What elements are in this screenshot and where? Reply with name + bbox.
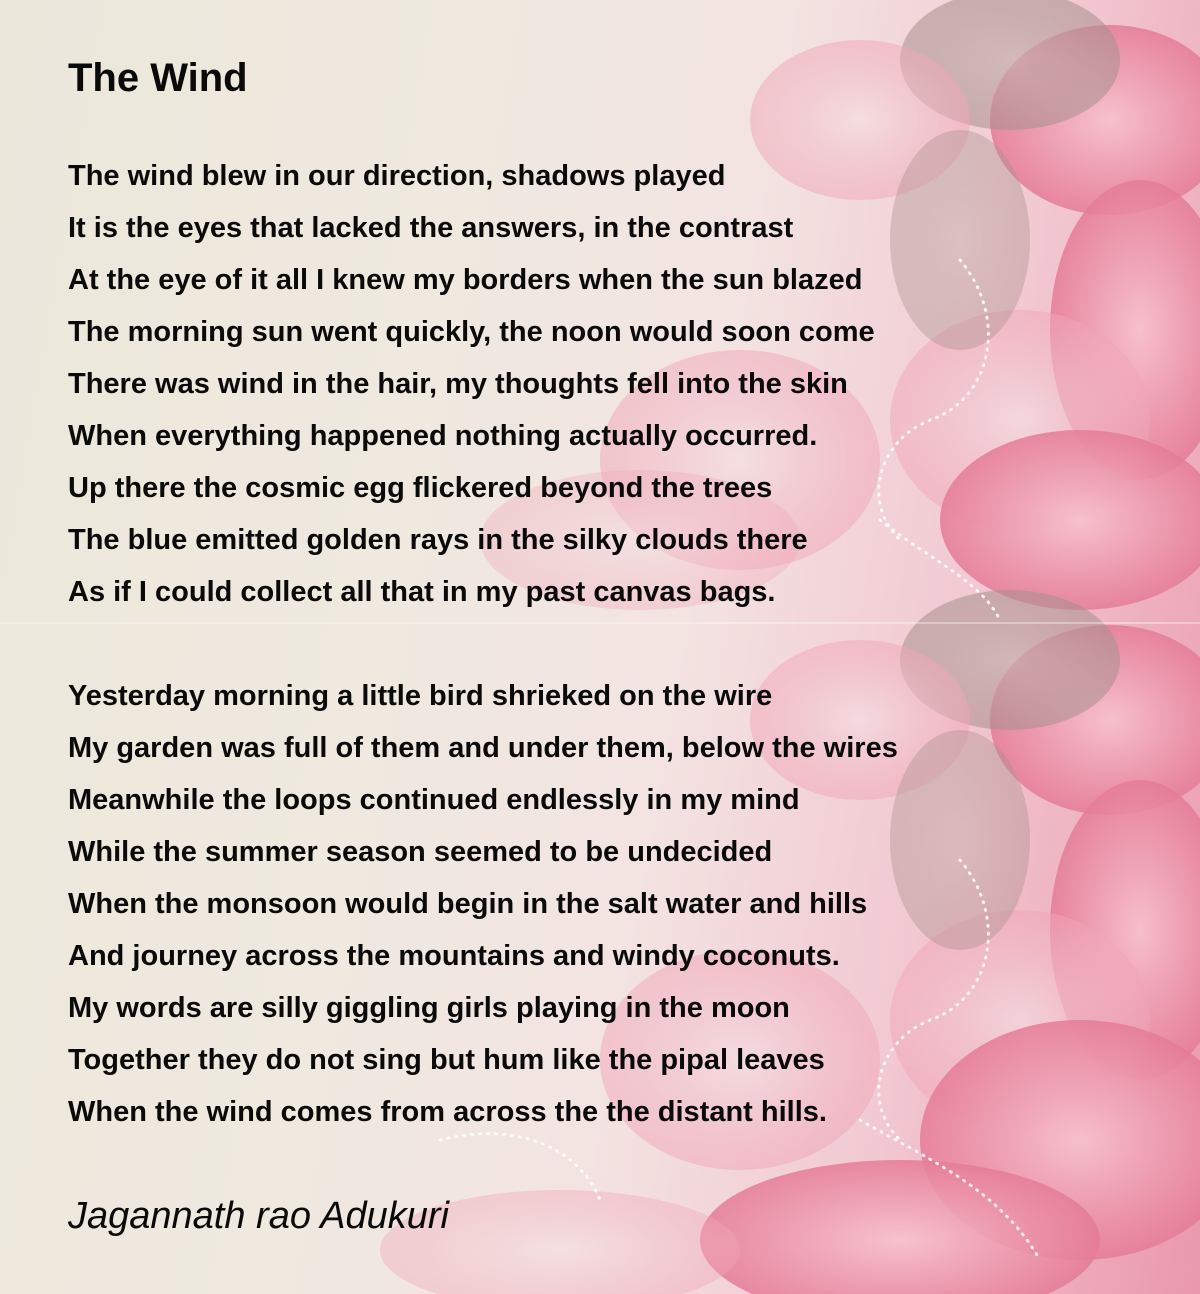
- poem-stanza: [68, 670, 898, 1138]
- poem-line: My words are silly giggling girls playing in the moon: [68, 992, 790, 1024]
- poem-line: Up there the cosmic egg flickered beyond the trees: [68, 472, 773, 504]
- poem-line: It is the eyes that lacked the answers, in the contrast: [68, 212, 794, 244]
- poem-line: Meanwhile the loops continued endlessly in my mind: [68, 784, 800, 816]
- poem-line: When everything happened nothing actually occurred.: [68, 420, 818, 452]
- poem-line: While the summer season seemed to be undecided: [68, 836, 773, 868]
- poem-author: Jagannath rao Adukuri: [68, 1195, 449, 1237]
- poem-line: As if I could collect all that in my past canvas bags.: [68, 576, 776, 608]
- poem-line: Together they do not sing but hum like the pipal leaves: [68, 1044, 825, 1076]
- poem-stanza: [68, 150, 875, 618]
- poem-line: The wind blew in our direction, shadows played: [68, 160, 726, 192]
- poem-line: And journey across the mountains and windy coconuts.: [68, 940, 840, 972]
- panel-seam: [0, 622, 1200, 624]
- poem-line: The morning sun went quickly, the noon would soon come: [68, 316, 875, 348]
- poem-line: The blue emitted golden rays in the silky clouds there: [68, 524, 808, 556]
- poem-line: When the monsoon would begin in the salt water and hills: [68, 888, 868, 920]
- poem-line: When the wind comes from across the the distant hills.: [68, 1096, 827, 1128]
- poem-line: Yesterday morning a little bird shrieked on the wire: [68, 680, 773, 712]
- poem-line: My garden was full of them and under them, below the wires: [68, 732, 898, 764]
- poem-line: At the eye of it all I knew my borders when the sun blazed: [68, 264, 863, 296]
- poem-line: There was wind in the hair, my thoughts fell into the skin: [68, 368, 848, 400]
- poem-title: The Wind: [68, 56, 248, 100]
